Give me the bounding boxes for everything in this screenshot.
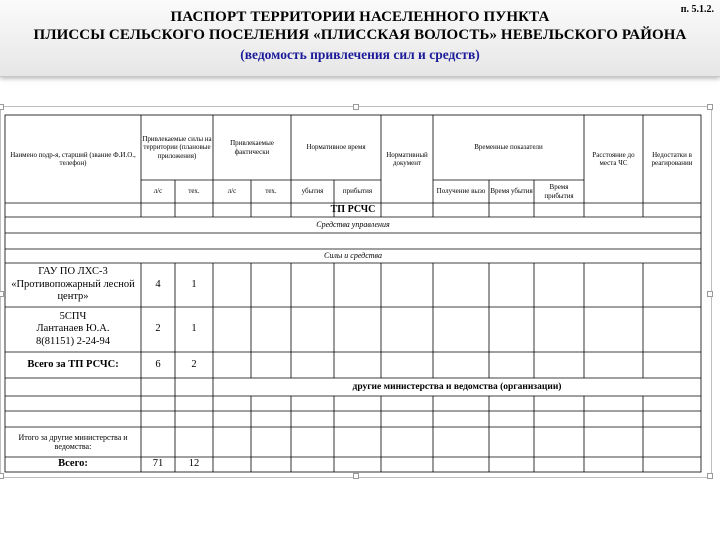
page-reference: п. 5.1.2. xyxy=(680,4,714,15)
grand-total-label: Всего: xyxy=(58,458,88,470)
header-planned: Привлекаемые силы на территории (плановые приложения) xyxy=(142,134,212,160)
row2-tech: 1 xyxy=(191,323,197,335)
total-tp-ls: 6 xyxy=(155,358,161,370)
section-forces: Силы и средства xyxy=(324,250,382,260)
row1-tech: 1 xyxy=(191,278,197,290)
subheader-departure-time: Время убытия xyxy=(490,187,533,196)
total-other-label: Итого за другие министерства и ведомства: xyxy=(18,432,128,451)
subheader-tech-actual: тех. xyxy=(265,187,277,196)
subheader-receipt: Получение вызо xyxy=(436,187,486,196)
total-tp-tech: 2 xyxy=(191,358,197,370)
total-tp-label: Всего за ТП РСЧС: xyxy=(27,358,119,370)
row1-ls: 4 xyxy=(155,278,161,290)
grand-total-tech: 12 xyxy=(188,458,200,470)
row2-ls: 2 xyxy=(155,323,161,335)
subheader-ls: л/с xyxy=(153,187,163,196)
row1-name: ГАУ ПО ЛХС-3 «Противопожарный лесной центр» xyxy=(11,266,135,303)
subheader-ls-actual: л/с xyxy=(227,187,237,196)
grand-total-ls: 71 xyxy=(152,458,164,470)
header-distance: Расстояние до места ЧС xyxy=(592,150,635,167)
header-deficiencies: Недостатки в реагировании xyxy=(651,150,693,167)
subheader-arrival-time: Время прибытия xyxy=(544,183,574,200)
row2-name xyxy=(5,307,141,352)
header-name: Наимено подр-я, старший (звание Ф.И.О., телефон) xyxy=(10,150,136,167)
section-management: Средства управления xyxy=(316,219,390,229)
row2-unit: 5СПЧ xyxy=(59,310,87,322)
header-time-indicators: Временные показатели xyxy=(474,143,543,152)
slide-header xyxy=(0,0,720,77)
subheader-arrival: прибытия xyxy=(342,187,373,196)
subheader-departure: убытия xyxy=(301,187,324,196)
header-actual: Привлекаемые фактически xyxy=(230,139,274,156)
header-norm-doc: Нормативный документ xyxy=(386,150,428,167)
slide-title-line-1: ПАСПОРТ ТЕРРИТОРИИ НАСЕЛЕННОГО ПУНКТА xyxy=(170,9,550,25)
section-tp-rschs: ТП РСЧС xyxy=(330,203,376,215)
row2-phone: 8(81151) 2-24-94 xyxy=(36,335,110,347)
table-image-frame xyxy=(0,106,712,478)
slide-title-line-2: ПЛИССЫ СЕЛЬСКОГО ПОСЕЛЕНИЯ «ПЛИССКАЯ ВОЛОСТЬ» НЕВЕЛЬСКОГО РАЙОНА xyxy=(33,27,687,43)
section-other-ministries: другие министерства и ведомства (организации) xyxy=(352,381,562,392)
subheader-tech: тех. xyxy=(188,187,200,196)
row2-person: Лантанаев Ю.А. xyxy=(36,323,110,335)
header-norm-time: Нормативное время xyxy=(306,143,366,152)
slide-subtitle: (ведомость привлечения сил и средств) xyxy=(240,47,480,62)
